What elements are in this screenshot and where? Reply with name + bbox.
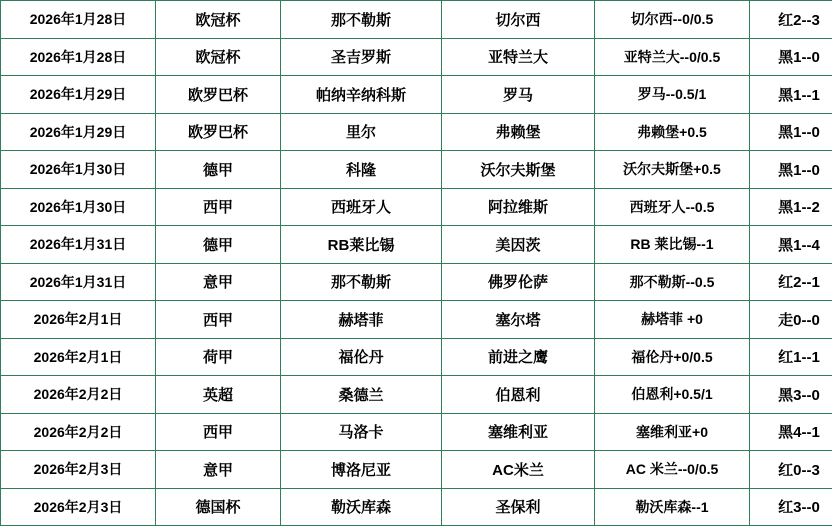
table-row xyxy=(1,338,832,376)
cell-league: 西甲 xyxy=(156,413,281,451)
cell-league: 西甲 xyxy=(156,188,281,226)
cell-away-team: 美因茨 xyxy=(442,226,595,264)
cell-date: 2026年1月29日 xyxy=(1,76,156,114)
cell-result: 红2--3 xyxy=(750,1,832,39)
cell-away-team: 切尔西 xyxy=(442,1,595,39)
cell-pick: 切尔西--0/0.5 xyxy=(595,1,750,39)
cell-result: 黑1--0 xyxy=(750,151,832,189)
cell-home-team: 圣吉罗斯 xyxy=(281,38,442,76)
cell-away-team: 伯恩利 xyxy=(442,376,595,414)
cell-pick: 福伦丹+0/0.5 xyxy=(595,338,750,376)
cell-pick: 塞维利亚+0 xyxy=(595,413,750,451)
cell-pick: 赫塔菲 +0 xyxy=(595,301,750,339)
cell-date: 2026年1月28日 xyxy=(1,38,156,76)
table-row xyxy=(1,113,832,151)
cell-league: 意甲 xyxy=(156,451,281,489)
cell-date: 2026年2月2日 xyxy=(1,413,156,451)
cell-date: 2026年1月30日 xyxy=(1,188,156,226)
cell-league: 德国杯 xyxy=(156,488,281,526)
cell-home-team: 勒沃库森 xyxy=(281,488,442,526)
cell-away-team: 前进之鹰 xyxy=(442,338,595,376)
cell-result: 红3--0 xyxy=(750,488,832,526)
table-row xyxy=(1,1,832,39)
cell-result: 黑3--0 xyxy=(750,376,832,414)
cell-result: 黑1--2 xyxy=(750,188,832,226)
cell-home-team: 西班牙人 xyxy=(281,188,442,226)
table-row xyxy=(1,188,832,226)
cell-home-team: 科隆 xyxy=(281,151,442,189)
table-body xyxy=(1,1,832,526)
table-row xyxy=(1,263,832,301)
cell-away-team: 罗马 xyxy=(442,76,595,114)
table-row xyxy=(1,38,832,76)
cell-result: 红2--1 xyxy=(750,263,832,301)
cell-league: 德甲 xyxy=(156,151,281,189)
table-row xyxy=(1,301,832,339)
cell-pick: 罗马--0.5/1 xyxy=(595,76,750,114)
cell-home-team: 帕纳辛纳科斯 xyxy=(281,76,442,114)
cell-result: 黑1--1 xyxy=(750,76,832,114)
table-row xyxy=(1,76,832,114)
cell-away-team: 亚特兰大 xyxy=(442,38,595,76)
cell-home-team: RB莱比锡 xyxy=(281,226,442,264)
cell-date: 2026年1月30日 xyxy=(1,151,156,189)
cell-away-team: 圣保利 xyxy=(442,488,595,526)
cell-pick: RB 莱比锡--1 xyxy=(595,226,750,264)
cell-result: 黑1--4 xyxy=(750,226,832,264)
cell-date: 2026年1月31日 xyxy=(1,263,156,301)
cell-pick: 勒沃库森--1 xyxy=(595,488,750,526)
cell-home-team: 马洛卡 xyxy=(281,413,442,451)
cell-away-team: 沃尔夫斯堡 xyxy=(442,151,595,189)
cell-home-team: 博洛尼亚 xyxy=(281,451,442,489)
table-row xyxy=(1,413,832,451)
cell-result: 红0--3 xyxy=(750,451,832,489)
cell-date: 2026年2月3日 xyxy=(1,451,156,489)
cell-pick: AC 米兰--0/0.5 xyxy=(595,451,750,489)
cell-away-team: 佛罗伦萨 xyxy=(442,263,595,301)
cell-date: 2026年2月1日 xyxy=(1,338,156,376)
cell-league: 荷甲 xyxy=(156,338,281,376)
cell-home-team: 桑德兰 xyxy=(281,376,442,414)
cell-home-team: 里尔 xyxy=(281,113,442,151)
cell-away-team: 阿拉维斯 xyxy=(442,188,595,226)
cell-league: 意甲 xyxy=(156,263,281,301)
cell-pick: 亚特兰大--0/0.5 xyxy=(595,38,750,76)
cell-result: 黑4--1 xyxy=(750,413,832,451)
cell-pick: 弗赖堡+0.5 xyxy=(595,113,750,151)
cell-away-team: 塞维利亚 xyxy=(442,413,595,451)
cell-result: 黑1--0 xyxy=(750,38,832,76)
cell-league: 欧罗巴杯 xyxy=(156,76,281,114)
cell-away-team: AC米兰 xyxy=(442,451,595,489)
cell-date: 2026年1月29日 xyxy=(1,113,156,151)
cell-home-team: 那不勒斯 xyxy=(281,263,442,301)
cell-away-team: 塞尔塔 xyxy=(442,301,595,339)
cell-league: 英超 xyxy=(156,376,281,414)
table-row xyxy=(1,151,832,189)
cell-league: 西甲 xyxy=(156,301,281,339)
cell-home-team: 赫塔菲 xyxy=(281,301,442,339)
cell-league: 欧罗巴杯 xyxy=(156,113,281,151)
cell-result: 黑1--0 xyxy=(750,113,832,151)
table-row xyxy=(1,488,832,526)
cell-pick: 伯恩利+0.5/1 xyxy=(595,376,750,414)
table-row xyxy=(1,226,832,264)
cell-date: 2026年1月31日 xyxy=(1,226,156,264)
cell-league: 欧冠杯 xyxy=(156,1,281,39)
cell-date: 2026年1月28日 xyxy=(1,1,156,39)
cell-league: 欧冠杯 xyxy=(156,38,281,76)
cell-date: 2026年2月3日 xyxy=(1,488,156,526)
table-row xyxy=(1,376,832,414)
cell-home-team: 福伦丹 xyxy=(281,338,442,376)
cell-pick: 沃尔夫斯堡+0.5 xyxy=(595,151,750,189)
cell-date: 2026年2月1日 xyxy=(1,301,156,339)
cell-league: 德甲 xyxy=(156,226,281,264)
cell-home-team: 那不勒斯 xyxy=(281,1,442,39)
cell-pick: 那不勒斯--0.5 xyxy=(595,263,750,301)
cell-result: 走0--0 xyxy=(750,301,832,339)
cell-away-team: 弗赖堡 xyxy=(442,113,595,151)
cell-date: 2026年2月2日 xyxy=(1,376,156,414)
table-row xyxy=(1,451,832,489)
cell-result: 红1--1 xyxy=(750,338,832,376)
cell-pick: 西班牙人--0.5 xyxy=(595,188,750,226)
